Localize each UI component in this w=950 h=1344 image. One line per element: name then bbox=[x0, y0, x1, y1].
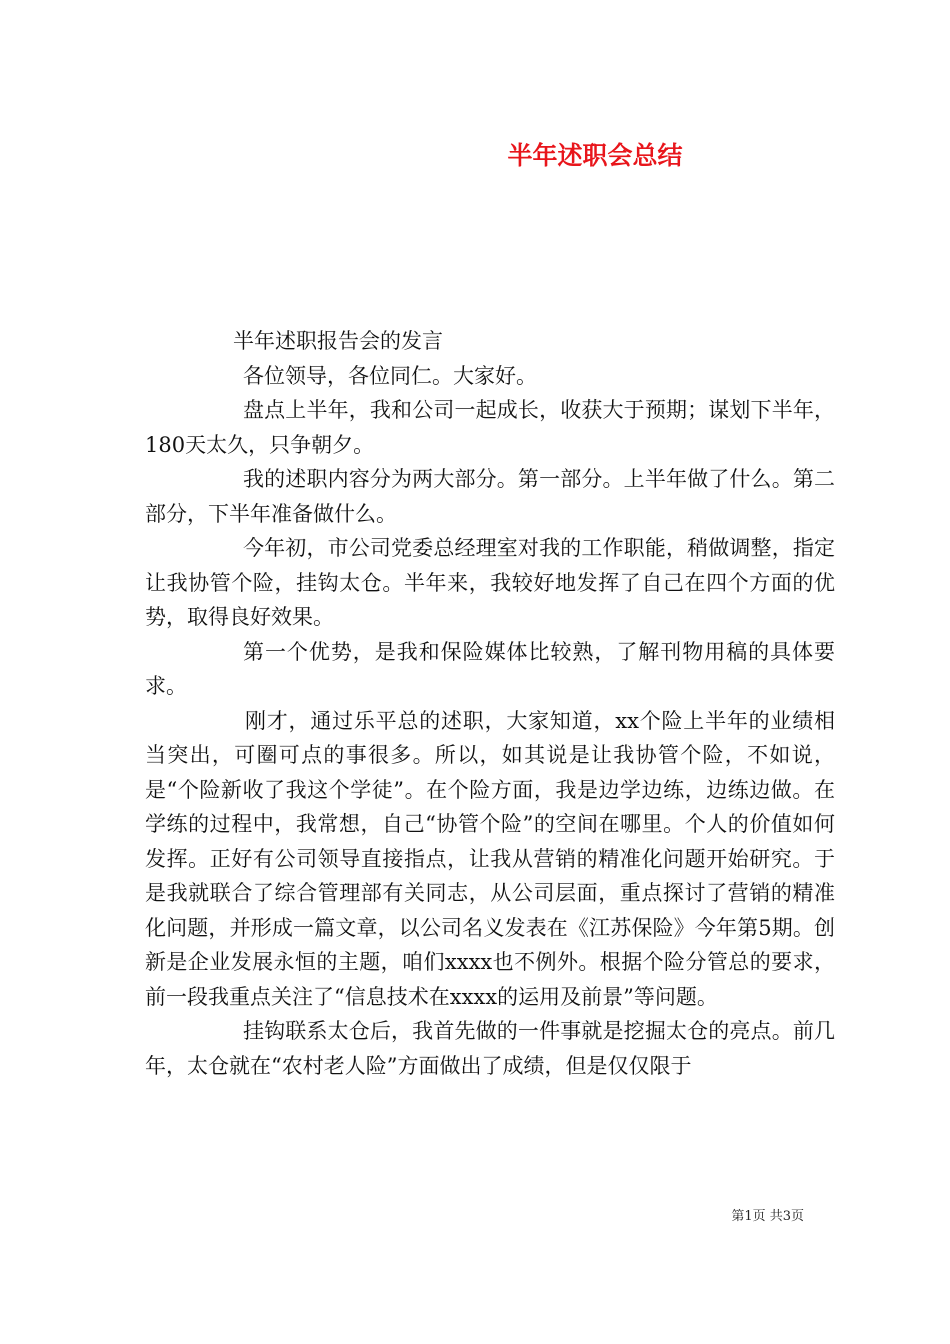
paragraph-individual-insurance: 刚才，通过乐平总的述职，大家知道，xx个险上半年的业绩相当突出，可圈可点的事很多。所以，如其说是让我协管个险，不如说，是“个险新收了我这个学徒”。在个险方面，我是边学边练，边练边做。在学练的过程中，我常想，自己“协管个险”的空间在哪里。个人的价值如何发挥。正好有公司领导直接指点，让我从营销的精准化问题开始研究。于是我就联合了综合管理部有关同志，从公司层面，重点探讨了营销的精准化问题，并形成一篇文章，以公司名义发表在《江苏保险》今年第5期。创新是企业发展永恒的主题，咱们xxxx也不例外。根据个险分管总的要求，前一段我重点关注了“信息技术在xxxx的运用及前景”等问题。 bbox=[145, 708, 835, 1009]
paragraph-greeting: 各位领导，各位同仁。大家好。 bbox=[243, 363, 537, 388]
document-body bbox=[145, 324, 835, 1083]
paragraph-outline: 我的述职内容分为两大部分。第一部分。上半年做了什么。第二部分，下半年准备做什么。 bbox=[145, 467, 835, 526]
paragraph-review: 盘点上半年，我和公司一起成长，收获大于预期；谋划下半年，180天太久，只争朝夕。 bbox=[145, 398, 835, 457]
paragraph-taicang: 挂钩联系太仓后，我首先做的一件事就是挖掘太仓的亮点。前几年，太仓就在“农村老人险”方面做出了成绩，但是仅仅限于 bbox=[145, 1019, 835, 1078]
page-number: 第1页 共3页 bbox=[731, 1209, 804, 1224]
paragraph-duties: 今年初，市公司党委总经理室对我的工作职能，稍做调整，指定让我协管个险，挂钩太仓。半年来，我较好地发挥了自己在四个方面的优势，取得良好效果。 bbox=[145, 536, 835, 629]
page-title: 半年述职会总结 bbox=[507, 141, 683, 170]
paragraph-advantage-one: 第一个优势，是我和保险媒体比较熟，了解刊物用稿的具体要求。 bbox=[145, 639, 835, 698]
document-subtitle: 半年述职报告会的发言 bbox=[233, 329, 443, 353]
